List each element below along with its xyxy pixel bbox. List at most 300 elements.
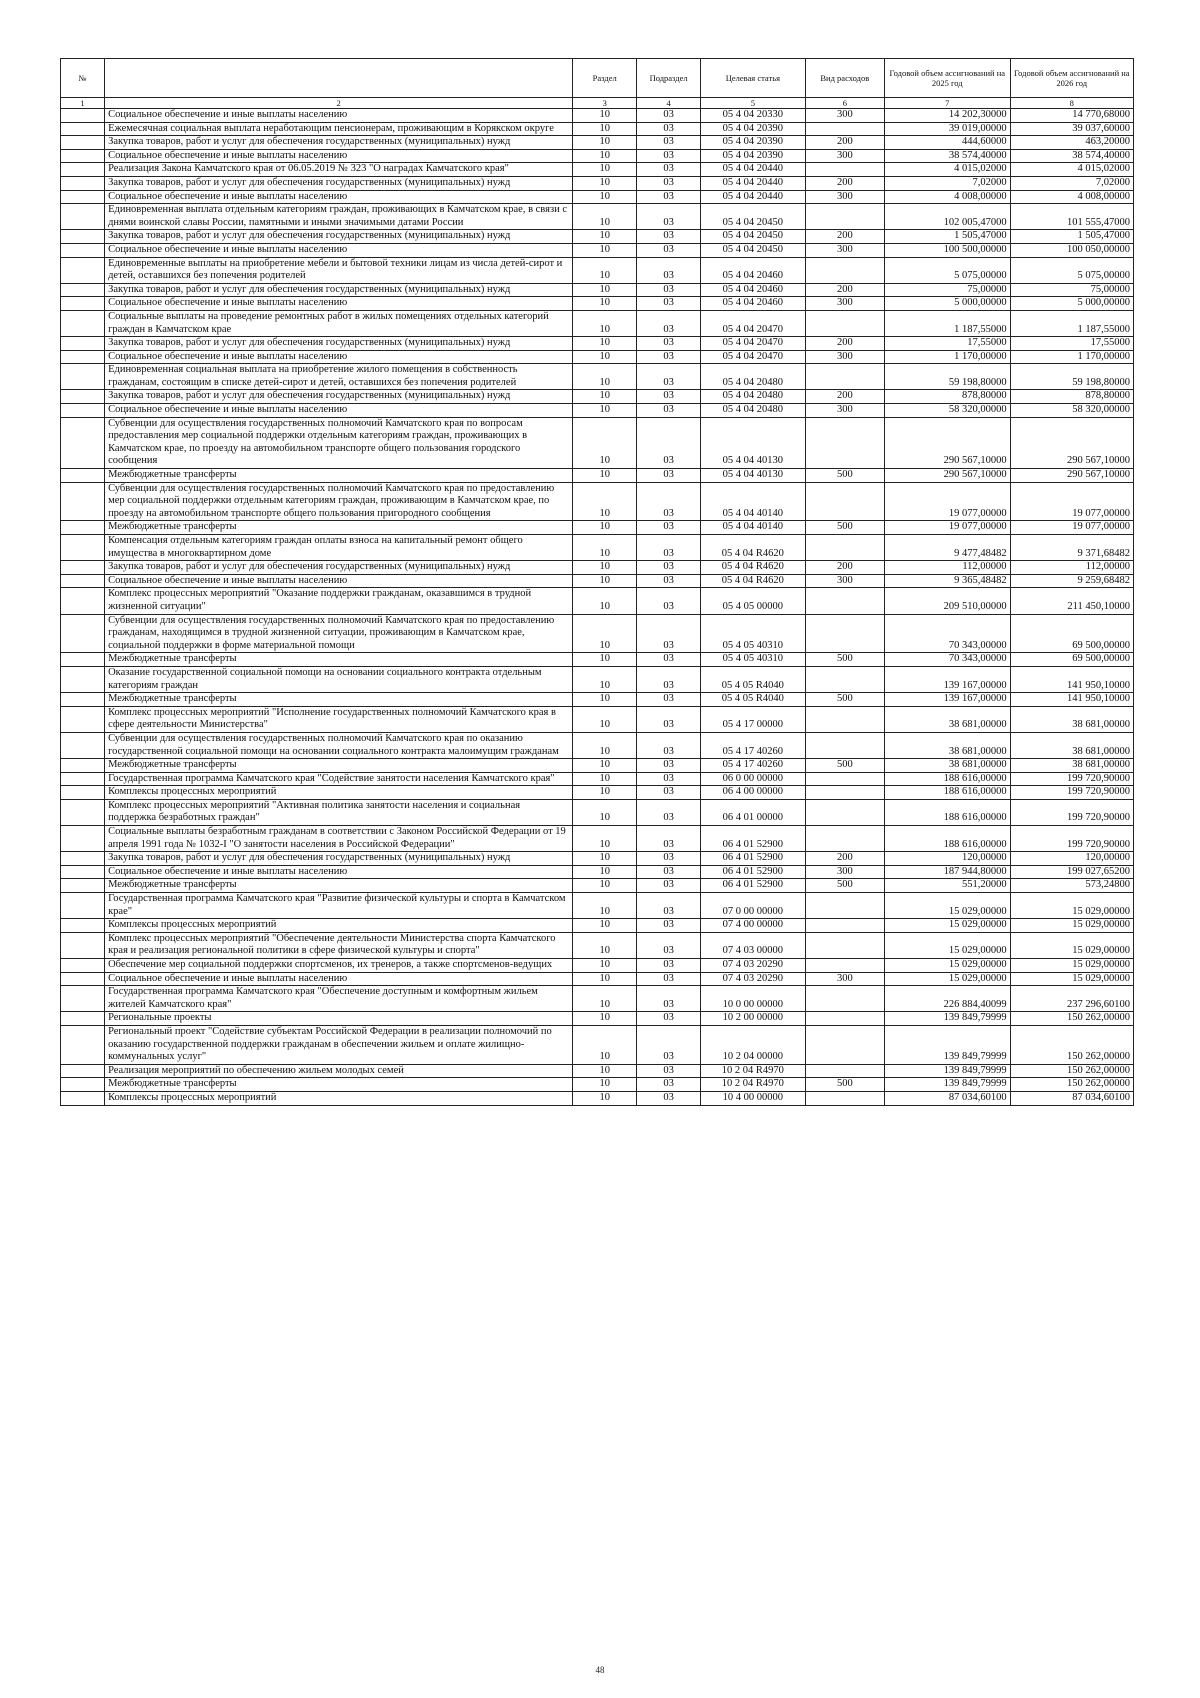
razdel-cell: 10	[573, 972, 637, 986]
razdel-cell: 10	[573, 614, 637, 653]
expense-type-cell	[805, 826, 884, 852]
target-article-cell: 07 4 00 00000	[701, 919, 806, 933]
budget-table	[60, 58, 1134, 1106]
amount-2026-cell: 101 555,47000	[1010, 204, 1133, 230]
target-article-cell: 05 4 04 R4620	[701, 561, 806, 575]
table-row	[61, 653, 1134, 667]
razdel-cell: 10	[573, 204, 637, 230]
podrazdel-cell: 03	[637, 732, 701, 758]
target-article-cell: 06 4 01 00000	[701, 799, 806, 825]
expense-type-cell	[805, 706, 884, 732]
amount-2025-cell: 58 320,00000	[884, 404, 1010, 418]
item-name-cell: Межбюджетные трансферты	[105, 879, 573, 893]
amount-2025-cell: 15 029,00000	[884, 959, 1010, 973]
table-row	[61, 972, 1134, 986]
podrazdel-cell: 03	[637, 932, 701, 958]
expense-type-cell: 500	[805, 759, 884, 773]
amount-2026-cell: 19 077,00000	[1010, 482, 1133, 521]
item-name-cell: Социальное обеспечение и иные выплаты населению	[105, 190, 573, 204]
podrazdel-cell: 03	[637, 693, 701, 707]
target-article-cell: 07 4 03 00000	[701, 932, 806, 958]
row-number-cell	[61, 364, 105, 390]
amount-2026-cell: 87 034,60100	[1010, 1091, 1133, 1105]
expense-type-cell	[805, 588, 884, 614]
target-article-cell: 10 2 04 R4970	[701, 1064, 806, 1078]
podrazdel-cell: 03	[637, 561, 701, 575]
target-article-cell: 10 2 04 00000	[701, 1025, 806, 1064]
podrazdel-cell: 03	[637, 535, 701, 561]
item-name-cell: Субвенции для осуществления государственных полномочий Камчатского края по оказанию государственной социальной помощи на основании социального контракта малоимущим гражданам	[105, 732, 573, 758]
item-name-cell: Государственная программа Камчатского края "Содействие занятости населения Камчатского края"	[105, 772, 573, 786]
item-name-cell: Социальное обеспечение и иные выплаты населению	[105, 574, 573, 588]
item-name-cell: Комплекс процессных мероприятий "Активная политика занятости населения и социальная поддержка безработных граждан"	[105, 799, 573, 825]
amount-2025-cell: 75,00000	[884, 283, 1010, 297]
expense-type-cell	[805, 772, 884, 786]
column-index: 8	[1010, 98, 1133, 109]
razdel-cell: 10	[573, 257, 637, 283]
razdel-cell: 10	[573, 390, 637, 404]
table-row	[61, 176, 1134, 190]
expense-type-cell	[805, 257, 884, 283]
column-index: 1	[61, 98, 105, 109]
header-amount-2025: Годовой объем ассигнований на 2025 год	[884, 59, 1010, 98]
item-name-cell: Социальное обеспечение и иные выплаты населению	[105, 972, 573, 986]
target-article-cell: 05 4 04 20390	[701, 136, 806, 150]
razdel-cell: 10	[573, 283, 637, 297]
amount-2026-cell: 141 950,10000	[1010, 666, 1133, 692]
table-row	[61, 109, 1134, 123]
target-article-cell: 05 4 04 20470	[701, 310, 806, 336]
razdel-cell: 10	[573, 693, 637, 707]
expense-type-cell	[805, 959, 884, 973]
table-row	[61, 535, 1134, 561]
item-name-cell: Закупка товаров, работ и услуг для обеспечения государственных (муниципальных) нужд	[105, 561, 573, 575]
amount-2025-cell: 139 849,79999	[884, 1025, 1010, 1064]
target-article-cell: 07 4 03 20290	[701, 972, 806, 986]
razdel-cell: 10	[573, 1064, 637, 1078]
expense-type-cell: 200	[805, 230, 884, 244]
row-number-cell	[61, 561, 105, 575]
table-row	[61, 390, 1134, 404]
expense-type-cell	[805, 482, 884, 521]
item-name-cell: Региональные проекты	[105, 1012, 573, 1026]
amount-2026-cell: 120,00000	[1010, 852, 1133, 866]
amount-2026-cell: 59 198,80000	[1010, 364, 1133, 390]
razdel-cell: 10	[573, 364, 637, 390]
podrazdel-cell: 03	[637, 879, 701, 893]
row-number-cell	[61, 614, 105, 653]
podrazdel-cell: 03	[637, 786, 701, 800]
target-article-cell: 06 4 01 52900	[701, 879, 806, 893]
column-index: 2	[105, 98, 573, 109]
table-row	[61, 204, 1134, 230]
row-number-cell	[61, 574, 105, 588]
row-number-cell	[61, 122, 105, 136]
table-row	[61, 1064, 1134, 1078]
row-number-cell	[61, 772, 105, 786]
amount-2025-cell: 9 365,48482	[884, 574, 1010, 588]
row-number-cell	[61, 469, 105, 483]
item-name-cell: Социальное обеспечение и иные выплаты населению	[105, 297, 573, 311]
column-index-row	[61, 98, 1134, 109]
target-article-cell: 05 4 04 20440	[701, 176, 806, 190]
item-name-cell: Закупка товаров, работ и услуг для обеспечения государственных (муниципальных) нужд	[105, 136, 573, 150]
expense-type-cell: 300	[805, 243, 884, 257]
row-number-cell	[61, 283, 105, 297]
amount-2025-cell: 15 029,00000	[884, 932, 1010, 958]
razdel-cell: 10	[573, 786, 637, 800]
podrazdel-cell: 03	[637, 163, 701, 177]
amount-2025-cell: 444,60000	[884, 136, 1010, 150]
razdel-cell: 10	[573, 826, 637, 852]
table-row	[61, 310, 1134, 336]
target-article-cell: 05 4 04 20480	[701, 390, 806, 404]
amount-2025-cell: 19 077,00000	[884, 521, 1010, 535]
expense-type-cell: 300	[805, 350, 884, 364]
amount-2026-cell: 1 170,00000	[1010, 350, 1133, 364]
row-number-cell	[61, 1091, 105, 1105]
podrazdel-cell: 03	[637, 986, 701, 1012]
table-row	[61, 243, 1134, 257]
amount-2026-cell: 38 574,40000	[1010, 149, 1133, 163]
row-number-cell	[61, 919, 105, 933]
expense-type-cell: 500	[805, 879, 884, 893]
razdel-cell: 10	[573, 190, 637, 204]
podrazdel-cell: 03	[637, 653, 701, 667]
amount-2025-cell: 139 849,79999	[884, 1012, 1010, 1026]
podrazdel-cell: 03	[637, 893, 701, 919]
row-number-cell	[61, 972, 105, 986]
row-number-cell	[61, 852, 105, 866]
amount-2025-cell: 878,80000	[884, 390, 1010, 404]
amount-2026-cell: 100 050,00000	[1010, 243, 1133, 257]
expense-type-cell: 300	[805, 297, 884, 311]
target-article-cell: 05 4 04 R4620	[701, 535, 806, 561]
amount-2025-cell: 38 681,00000	[884, 732, 1010, 758]
expense-type-cell	[805, 786, 884, 800]
amount-2025-cell: 7,02000	[884, 176, 1010, 190]
amount-2026-cell: 38 681,00000	[1010, 732, 1133, 758]
row-number-cell	[61, 893, 105, 919]
table-row	[61, 919, 1134, 933]
header-podrazdel: Подраздел	[637, 59, 701, 98]
amount-2025-cell: 70 343,00000	[884, 614, 1010, 653]
amount-2025-cell: 139 167,00000	[884, 693, 1010, 707]
amount-2025-cell: 188 616,00000	[884, 826, 1010, 852]
table-row	[61, 1091, 1134, 1105]
item-name-cell: Социальное обеспечение и иные выплаты населению	[105, 404, 573, 418]
column-index: 7	[884, 98, 1010, 109]
target-article-cell: 05 4 05 R4040	[701, 693, 806, 707]
podrazdel-cell: 03	[637, 1064, 701, 1078]
table-row	[61, 417, 1134, 468]
target-article-cell: 05 4 04 20440	[701, 190, 806, 204]
podrazdel-cell: 03	[637, 852, 701, 866]
amount-2025-cell: 4 008,00000	[884, 190, 1010, 204]
razdel-cell: 10	[573, 865, 637, 879]
row-number-cell	[61, 1064, 105, 1078]
podrazdel-cell: 03	[637, 257, 701, 283]
expense-type-cell	[805, 1012, 884, 1026]
table-row	[61, 799, 1134, 825]
razdel-cell: 10	[573, 588, 637, 614]
amount-2025-cell: 14 202,30000	[884, 109, 1010, 123]
amount-2026-cell: 15 029,00000	[1010, 959, 1133, 973]
amount-2025-cell: 226 884,40099	[884, 986, 1010, 1012]
amount-2026-cell: 290 567,10000	[1010, 417, 1133, 468]
podrazdel-cell: 03	[637, 706, 701, 732]
podrazdel-cell: 03	[637, 337, 701, 351]
item-name-cell: Компенсация отдельным категориям граждан оплаты взноса на капитальный ремонт общего имущества в многоквартирном доме	[105, 535, 573, 561]
amount-2026-cell: 150 262,00000	[1010, 1064, 1133, 1078]
amount-2026-cell: 58 320,00000	[1010, 404, 1133, 418]
expense-type-cell	[805, 893, 884, 919]
amount-2025-cell: 1 187,55000	[884, 310, 1010, 336]
expense-type-cell	[805, 666, 884, 692]
expense-type-cell	[805, 732, 884, 758]
row-number-cell	[61, 1012, 105, 1026]
amount-2025-cell: 38 574,40000	[884, 149, 1010, 163]
expense-type-cell: 500	[805, 693, 884, 707]
razdel-cell: 10	[573, 879, 637, 893]
amount-2026-cell: 19 077,00000	[1010, 521, 1133, 535]
expense-type-cell	[805, 919, 884, 933]
target-article-cell: 10 0 00 00000	[701, 986, 806, 1012]
expense-type-cell: 300	[805, 972, 884, 986]
table-row	[61, 1012, 1134, 1026]
amount-2026-cell: 112,00000	[1010, 561, 1133, 575]
table-row	[61, 1078, 1134, 1092]
podrazdel-cell: 03	[637, 1078, 701, 1092]
expense-type-cell: 500	[805, 521, 884, 535]
item-name-cell: Социальные выплаты на проведение ремонтных работ в жилых помещениях отдельных категорий граждан в Камчатском крае	[105, 310, 573, 336]
amount-2026-cell: 290 567,10000	[1010, 469, 1133, 483]
target-article-cell: 05 4 04 40140	[701, 482, 806, 521]
expense-type-cell: 200	[805, 852, 884, 866]
item-name-cell: Обеспечение мер социальной поддержки спортсменов, их тренеров, а также спортсменов-ведущих	[105, 959, 573, 973]
row-number-cell	[61, 1025, 105, 1064]
podrazdel-cell: 03	[637, 865, 701, 879]
expense-type-cell: 300	[805, 109, 884, 123]
amount-2026-cell: 150 262,00000	[1010, 1012, 1133, 1026]
table-row	[61, 574, 1134, 588]
amount-2025-cell: 139 849,79999	[884, 1064, 1010, 1078]
podrazdel-cell: 03	[637, 176, 701, 190]
item-name-cell: Региональный проект "Содействие субъектам Российской Федерации в реализации полномочий по оказанию государственной поддержки гражданам в обеспечении жильем и оплате жилищно-коммунальных услуг"	[105, 1025, 573, 1064]
table-row	[61, 986, 1134, 1012]
table-body	[61, 109, 1134, 1106]
expense-type-cell: 200	[805, 136, 884, 150]
razdel-cell: 10	[573, 574, 637, 588]
amount-2026-cell: 38 681,00000	[1010, 759, 1133, 773]
item-name-cell: Социальное обеспечение и иные выплаты населению	[105, 865, 573, 879]
item-name-cell: Закупка товаров, работ и услуг для обеспечения государственных (муниципальных) нужд	[105, 390, 573, 404]
table-row	[61, 732, 1134, 758]
razdel-cell: 10	[573, 932, 637, 958]
item-name-cell: Межбюджетные трансферты	[105, 521, 573, 535]
podrazdel-cell: 03	[637, 959, 701, 973]
item-name-cell: Межбюджетные трансферты	[105, 469, 573, 483]
expense-type-cell	[805, 986, 884, 1012]
item-name-cell: Социальное обеспечение и иные выплаты населению	[105, 243, 573, 257]
amount-2025-cell: 70 343,00000	[884, 653, 1010, 667]
amount-2026-cell: 14 770,68000	[1010, 109, 1133, 123]
amount-2026-cell: 15 029,00000	[1010, 972, 1133, 986]
podrazdel-cell: 03	[637, 919, 701, 933]
item-name-cell: Межбюджетные трансферты	[105, 693, 573, 707]
target-article-cell: 05 4 04 20460	[701, 283, 806, 297]
row-number-cell	[61, 535, 105, 561]
expense-type-cell	[805, 364, 884, 390]
expense-type-cell: 500	[805, 653, 884, 667]
razdel-cell: 10	[573, 243, 637, 257]
row-number-cell	[61, 588, 105, 614]
expense-type-cell: 300	[805, 190, 884, 204]
expense-type-cell: 300	[805, 574, 884, 588]
table-row	[61, 786, 1134, 800]
podrazdel-cell: 03	[637, 310, 701, 336]
podrazdel-cell: 03	[637, 1025, 701, 1064]
header-target-article: Целевая статья	[701, 59, 806, 98]
row-number-cell	[61, 986, 105, 1012]
amount-2026-cell: 141 950,10000	[1010, 693, 1133, 707]
table-row	[61, 521, 1134, 535]
amount-2025-cell: 551,20000	[884, 879, 1010, 893]
item-name-cell: Субвенции для осуществления государственных полномочий Камчатского края по вопросам предоставления мер социальной поддержки отдельным категориям граждан, проживающих в Камчатском крае, по проезду на автомобильном транспорте общего пользования городского сообщения	[105, 417, 573, 468]
razdel-cell: 10	[573, 149, 637, 163]
razdel-cell: 10	[573, 230, 637, 244]
expense-type-cell	[805, 204, 884, 230]
expense-type-cell	[805, 1064, 884, 1078]
expense-type-cell: 500	[805, 469, 884, 483]
target-article-cell: 05 4 04 20480	[701, 364, 806, 390]
podrazdel-cell: 03	[637, 417, 701, 468]
row-number-cell	[61, 826, 105, 852]
amount-2025-cell: 209 510,00000	[884, 588, 1010, 614]
table-row	[61, 257, 1134, 283]
target-article-cell: 05 4 04 20390	[701, 122, 806, 136]
expense-type-cell	[805, 799, 884, 825]
item-name-cell: Межбюджетные трансферты	[105, 1078, 573, 1092]
target-article-cell: 06 4 01 52900	[701, 826, 806, 852]
amount-2026-cell: 199 720,90000	[1010, 786, 1133, 800]
amount-2025-cell: 15 029,00000	[884, 919, 1010, 933]
razdel-cell: 10	[573, 959, 637, 973]
amount-2026-cell: 150 262,00000	[1010, 1025, 1133, 1064]
podrazdel-cell: 03	[637, 772, 701, 786]
podrazdel-cell: 03	[637, 190, 701, 204]
target-article-cell: 05 4 04 20480	[701, 404, 806, 418]
column-index: 5	[701, 98, 806, 109]
item-name-cell: Реализация мероприятий по обеспечению жильем молодых семей	[105, 1064, 573, 1078]
amount-2025-cell: 187 944,80000	[884, 865, 1010, 879]
razdel-cell: 10	[573, 337, 637, 351]
table-row	[61, 693, 1134, 707]
razdel-cell: 10	[573, 706, 637, 732]
amount-2026-cell: 69 500,00000	[1010, 653, 1133, 667]
target-article-cell: 10 4 00 00000	[701, 1091, 806, 1105]
table-row	[61, 469, 1134, 483]
item-name-cell: Закупка товаров, работ и услуг для обеспечения государственных (муниципальных) нужд	[105, 283, 573, 297]
amount-2026-cell: 5 075,00000	[1010, 257, 1133, 283]
column-index: 4	[637, 98, 701, 109]
row-number-cell	[61, 799, 105, 825]
item-name-cell: Единовременные выплаты на приобретение мебели и бытовой техники лицам из числа детей-сирот и детей, оставшихся без попечения родителей	[105, 257, 573, 283]
amount-2026-cell: 199 720,90000	[1010, 799, 1133, 825]
razdel-cell: 10	[573, 109, 637, 123]
podrazdel-cell: 03	[637, 283, 701, 297]
podrazdel-cell: 03	[637, 297, 701, 311]
razdel-cell: 10	[573, 1025, 637, 1064]
amount-2026-cell: 39 037,60000	[1010, 122, 1133, 136]
header-name	[105, 59, 573, 98]
target-article-cell: 05 4 04 20440	[701, 163, 806, 177]
amount-2026-cell: 17,55000	[1010, 337, 1133, 351]
amount-2025-cell: 5 075,00000	[884, 257, 1010, 283]
item-name-cell: Оказание государственной социальной помощи на основании социального контракта отдельным категориям граждан	[105, 666, 573, 692]
row-number-cell	[61, 109, 105, 123]
expense-type-cell	[805, 417, 884, 468]
podrazdel-cell: 03	[637, 122, 701, 136]
row-number-cell	[61, 176, 105, 190]
razdel-cell: 10	[573, 759, 637, 773]
amount-2026-cell: 38 681,00000	[1010, 706, 1133, 732]
podrazdel-cell: 03	[637, 204, 701, 230]
row-number-cell	[61, 149, 105, 163]
target-article-cell: 05 4 05 40310	[701, 653, 806, 667]
podrazdel-cell: 03	[637, 588, 701, 614]
header-expense-type: Вид расходов	[805, 59, 884, 98]
row-number-cell	[61, 932, 105, 958]
target-article-cell: 05 4 04 20390	[701, 149, 806, 163]
amount-2025-cell: 59 198,80000	[884, 364, 1010, 390]
row-number-cell	[61, 163, 105, 177]
target-article-cell: 05 4 04 20330	[701, 109, 806, 123]
amount-2026-cell: 69 500,00000	[1010, 614, 1133, 653]
podrazdel-cell: 03	[637, 1091, 701, 1105]
podrazdel-cell: 03	[637, 404, 701, 418]
row-number-cell	[61, 759, 105, 773]
target-article-cell: 05 4 04 20450	[701, 230, 806, 244]
item-name-cell: Комплекс процессных мероприятий "Оказание поддержки гражданам, оказавшимся в трудной жизненной ситуации"	[105, 588, 573, 614]
amount-2025-cell: 188 616,00000	[884, 799, 1010, 825]
amount-2025-cell: 188 616,00000	[884, 772, 1010, 786]
amount-2026-cell: 150 262,00000	[1010, 1078, 1133, 1092]
razdel-cell: 10	[573, 482, 637, 521]
expense-type-cell: 200	[805, 561, 884, 575]
row-number-cell	[61, 879, 105, 893]
amount-2026-cell: 75,00000	[1010, 283, 1133, 297]
target-article-cell: 05 4 05 40310	[701, 614, 806, 653]
expense-type-cell: 300	[805, 149, 884, 163]
row-number-cell	[61, 243, 105, 257]
razdel-cell: 10	[573, 521, 637, 535]
podrazdel-cell: 03	[637, 1012, 701, 1026]
amount-2025-cell: 139 849,79999	[884, 1078, 1010, 1092]
razdel-cell: 10	[573, 310, 637, 336]
expense-type-cell: 200	[805, 390, 884, 404]
target-article-cell: 05 4 04 20450	[701, 204, 806, 230]
expense-type-cell	[805, 122, 884, 136]
razdel-cell: 10	[573, 561, 637, 575]
target-article-cell: 05 4 04 20470	[701, 350, 806, 364]
row-number-cell	[61, 666, 105, 692]
razdel-cell: 10	[573, 136, 637, 150]
razdel-cell: 10	[573, 469, 637, 483]
target-article-cell: 05 4 04 20450	[701, 243, 806, 257]
item-name-cell: Ежемесячная социальная выплата неработающим пенсионерам, проживающим в Корякском округе	[105, 122, 573, 136]
table-row	[61, 852, 1134, 866]
